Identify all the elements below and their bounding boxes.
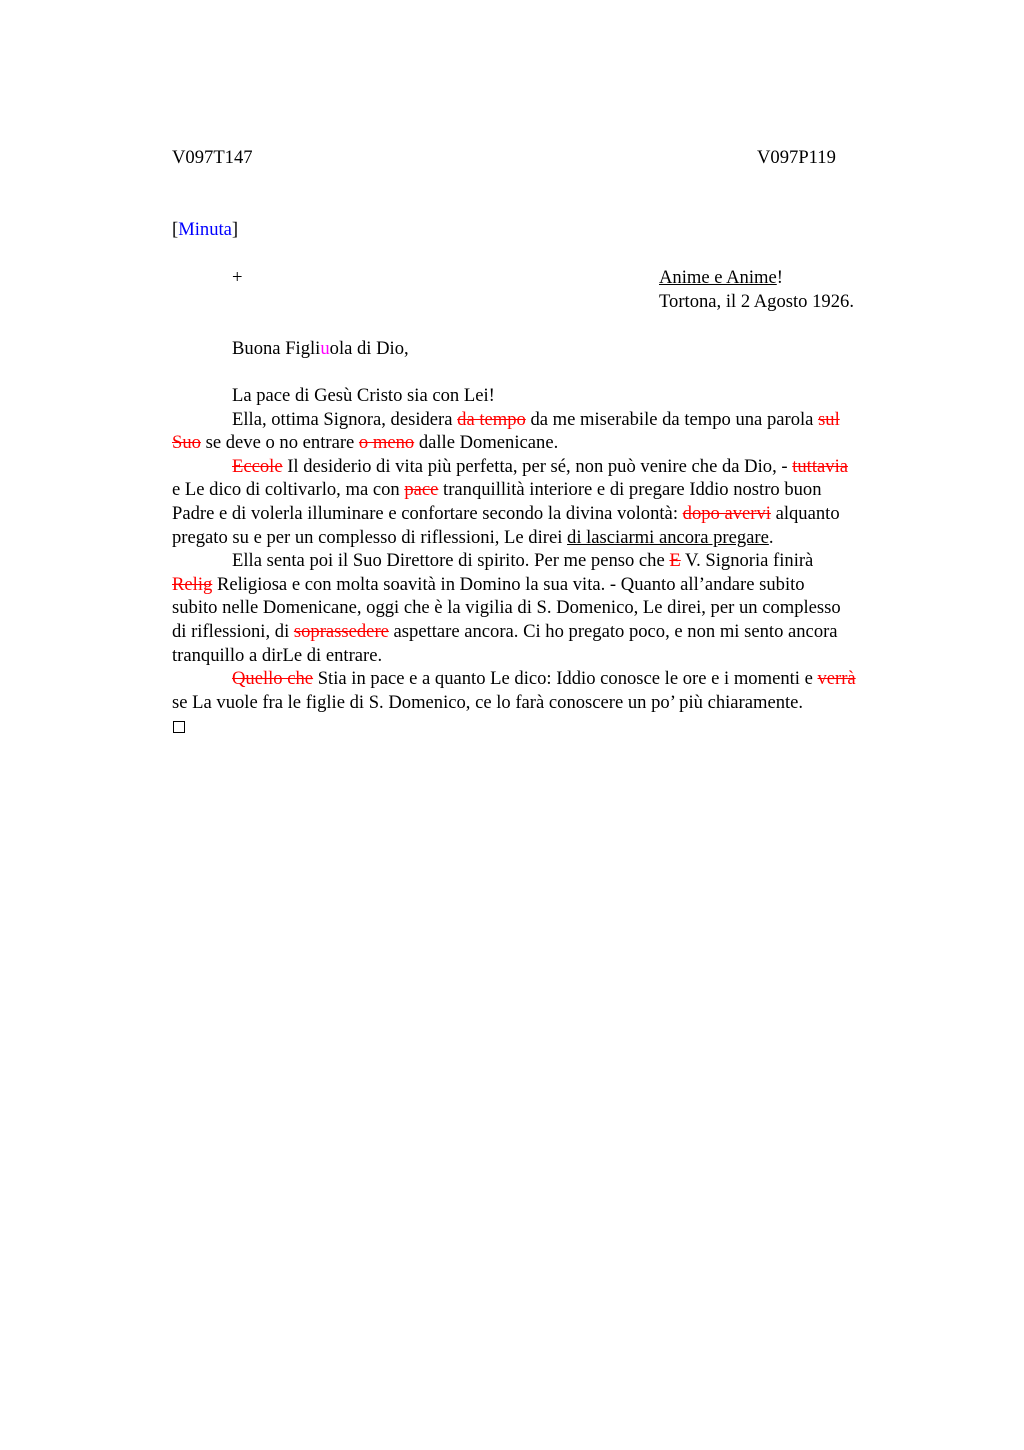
salutation-part1: Buona Figli	[232, 338, 321, 359]
deleted-text: Quello che	[232, 668, 314, 690]
salutation	[232, 337, 409, 361]
body-line	[172, 455, 962, 479]
text-run: La pace di Gesù Cristo sia con Lei!	[232, 385, 495, 406]
body-line	[172, 478, 962, 502]
deleted-text: dopo avervi	[682, 502, 771, 524]
letter-body	[172, 384, 962, 714]
text-run: aspettare ancora. Ci ho pregato poco, e non mi sento ancora	[388, 620, 838, 642]
text-run: Ella, ottima Signora, desidera	[232, 408, 458, 430]
deleted-text: verrà	[817, 668, 856, 690]
body-line	[172, 667, 962, 691]
minuta-note	[172, 218, 238, 242]
deleted-text: Suo	[172, 432, 201, 454]
body-line	[172, 691, 962, 715]
deleted-text: soprassedere	[293, 620, 389, 642]
text-run: V. Signoria finirà	[680, 550, 814, 572]
body-line	[172, 502, 962, 526]
minuta-label: Minuta	[178, 219, 232, 240]
deleted-text: Relig	[172, 573, 213, 595]
text-run: .	[768, 526, 774, 548]
deleted-text: da tempo	[457, 408, 526, 430]
end-square-icon	[173, 721, 185, 733]
text-run: pregato su e per un complesso di riflessioni, Le direi	[172, 526, 568, 548]
salutation-insertion: u	[320, 338, 330, 359]
text-run: Stia in pace e a quanto Le dico: Iddio conosce le ore e i momenti e	[313, 668, 818, 690]
deleted-text: o meno	[358, 432, 415, 454]
text-run: tranquillo a dirLe di entrare.	[172, 644, 383, 666]
text-run: di riflessioni, di	[172, 620, 294, 642]
bracket-close: ]	[231, 219, 239, 240]
text-run: Il desiderio di vita più perfetta, per sé, non può venire che da Dio, -	[282, 455, 793, 477]
underlined-text: di lasciarmi ancora pregare	[567, 526, 769, 548]
bracket-open: [	[172, 219, 179, 240]
text-run: da me miserabile da tempo una parola	[525, 408, 819, 430]
body-line	[172, 431, 962, 455]
body-line	[172, 384, 962, 408]
text-run: subito nelle Domenicane, oggi che è la vigilia di S. Domenico, Le direi, per un complesso	[172, 597, 841, 619]
text-run: e Le dico di coltivarlo, ma con	[172, 479, 405, 501]
text-run: se La vuole fra le figlie di S. Domenico, ce lo farà conoscere un po’ più chiaramente.	[172, 691, 804, 713]
text-run: tranquillità interiore e di pregare Iddio nostro buon	[438, 479, 822, 501]
deleted-text: E	[669, 550, 681, 572]
body-line	[172, 620, 962, 644]
text-run: alquanto	[770, 502, 840, 524]
text-run: se deve o no entrare	[200, 432, 359, 454]
motto	[659, 266, 783, 290]
body-line	[172, 526, 962, 550]
document-code-left: V097T147	[172, 147, 253, 168]
motto-end: !	[776, 267, 783, 288]
text-run: Religiosa e con molta soavità in Domino la sua vita. - Quanto all’andare subito	[212, 573, 805, 595]
body-line	[172, 408, 962, 432]
document-code-right: V097P119	[757, 147, 836, 168]
body-line	[172, 549, 962, 573]
body-line	[172, 644, 962, 668]
deleted-text: sul	[818, 408, 840, 430]
text-run: Ella senta poi il Suo Direttore di spirito. Per me penso che	[232, 550, 670, 572]
place-date: Tortona, il 2 Agosto 1926.	[659, 291, 854, 312]
text-run: dalle Domenicane.	[414, 432, 559, 454]
cross-symbol: +	[232, 267, 243, 288]
text-run: Padre e di volerla illuminare e confortare secondo la divina volontà:	[172, 502, 683, 524]
deleted-text: tuttavia	[792, 455, 848, 477]
deleted-text: Eccole	[232, 455, 283, 477]
motto-underlined: Anime e Anime	[659, 267, 777, 288]
body-line	[172, 596, 962, 620]
body-line	[172, 573, 962, 597]
deleted-text: pace	[404, 479, 439, 501]
salutation-part2: ola di Dio,	[329, 338, 409, 359]
